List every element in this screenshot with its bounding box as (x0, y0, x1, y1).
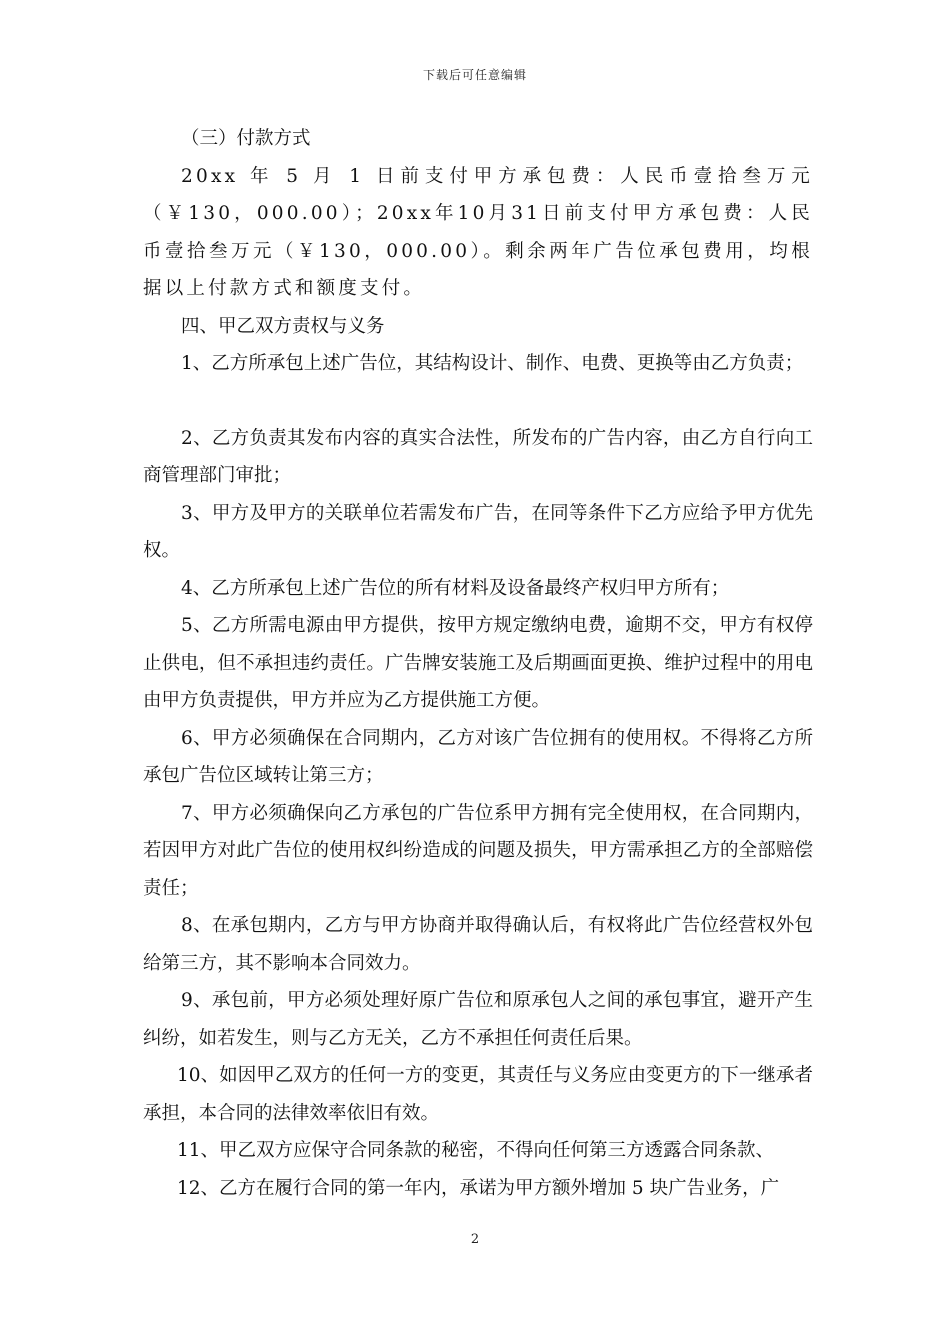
clause-12: 12、乙方在履行合同的第一年内，承诺为甲方额外增加 5 块广告业务，广 (177, 1177, 780, 1199)
clause-11: 11、甲乙双方应保守合同条款的秘密，不得向任何第三方透露合同条款、 (177, 1140, 775, 1161)
clause-6: 6、甲方必须确保在合同期内，乙方对该广告位拥有的使用权。不得将乙方所承包广告位区域转让第三方； (143, 727, 813, 786)
section-heading-rights-obligations: 四、甲乙双方责权与义务 (181, 315, 385, 337)
clause-7: 7、甲方必须确保向乙方承包的广告位系甲方拥有完全使用权，在合同期内，若因甲方对此广告位的使用权纠纷造成的问题及损失，甲方需承担乙方的全部赔偿责任； (143, 802, 813, 899)
clause-4: 4、乙方所承包上述广告位的所有材料及设备最终产权归甲方所有； (181, 577, 730, 599)
clause-10: 10、如因甲乙双方的任何一方的变更，其责任与义务应由变更方的下一继承者承担，本合同的法律效率依旧有效。 (143, 1065, 813, 1124)
clause-1: 1、乙方所承包上述广告位，其结构设计、制作、电费、更换等由乙方负责； (181, 353, 804, 374)
page-header: 下载后可任意编辑 (422, 68, 527, 82)
page-number: 2 (470, 1232, 480, 1247)
clause-5: 5、乙方所需电源由甲方提供，按甲方规定缴纳电费，逾期不交，甲方有权停止供电，但不承担违约责任。广告牌安装施工及后期画面更换、维护过程中的用电由甲方负责提供，甲方并应为乙方提供施工方便。 (143, 615, 813, 711)
paragraph-payment-terms: 20xx 年 5 月 1 日前支付甲方承包费：人民币壹拾叁万元（￥130，000.00）；20xx年10月31日前支付甲方承包费：人民币壹拾叁万元（￥130，000.00）。剩余两年广告位承包费用，均根据以上付款方式和额度支付。 (143, 165, 813, 299)
clause-9: 9、承包前，甲方必须处理好原广告位和原承包人之间的承包事宜，避开产生纠纷，如若发生，则与乙方无关，乙方不承担任何责任后果。 (143, 990, 813, 1049)
clause-2: 2、乙方负责其发布内容的真实合法性，所发布的广告内容，由乙方自行向工商管理部门审批； (143, 427, 813, 486)
document-body (143, 120, 813, 1207)
clause-3: 3、甲方及甲方的关联单位若需发布广告，在同等条件下乙方应给予甲方优先权。 (143, 502, 813, 561)
clause-8: 8、在承包期内，乙方与甲方协商并取得确认后，有权将此广告位经营权外包给第三方，其不影响本合同效力。 (143, 915, 813, 974)
section-heading-payment-method: （三）付款方式 (181, 128, 311, 149)
